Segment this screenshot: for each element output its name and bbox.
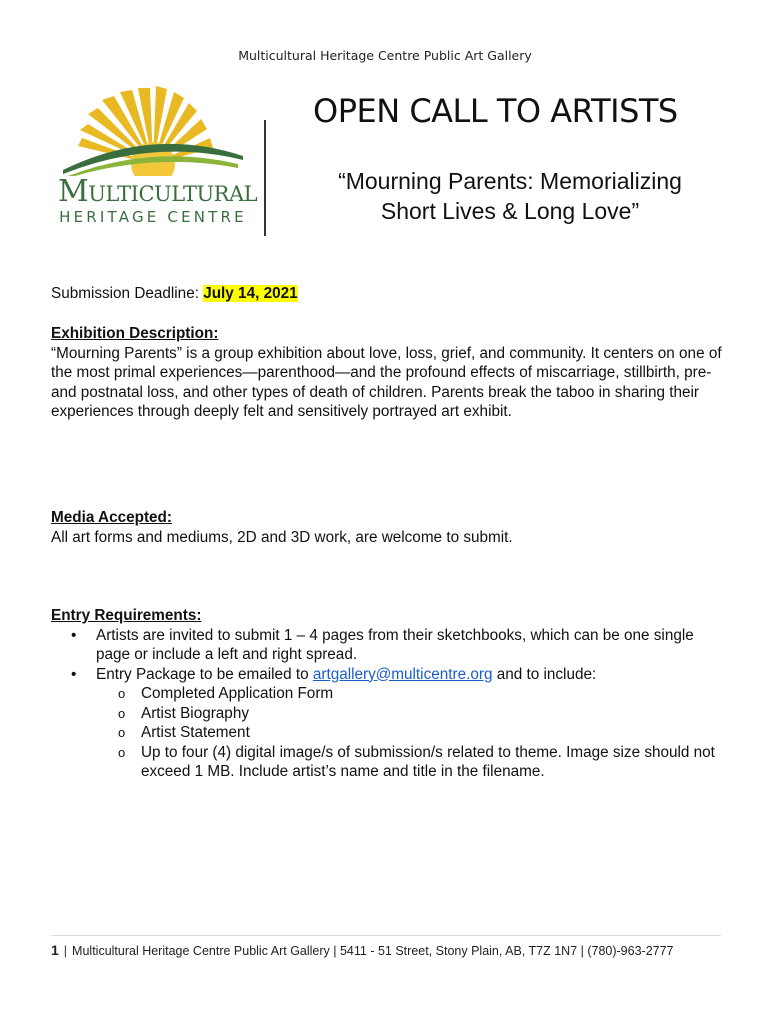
subtitle-line-2: Short Lives & Long Love”	[380, 198, 640, 224]
page-header: Multicultural Heritage Centre Public Art Gallery	[238, 48, 532, 63]
list-item	[96, 704, 731, 724]
subitem-text: Artist Biography	[141, 704, 249, 722]
list-item	[96, 723, 731, 743]
footer-separator: |	[63, 944, 68, 958]
logo	[58, 86, 258, 236]
entry-bullet-2-pre: Entry Package to be emailed to	[96, 665, 313, 683]
circle-bullet-icon: o	[118, 725, 126, 740]
circle-bullet-icon: o	[118, 744, 126, 760]
subitem-text: Up to four (4) digital image/s of submission/s related to theme. Image size should not exceed 1 MB. Include artist’s name and title in the filename.	[141, 743, 715, 780]
header-divider	[264, 120, 266, 236]
media-accepted	[51, 508, 731, 547]
entry-bullet-1: Artists are invited to submit 1 – 4 pages from their sketchbooks, which can be one single page or include a left and right spread.	[96, 626, 694, 663]
bullet-icon: •	[71, 665, 77, 683]
sun-logo-icon	[58, 86, 248, 176]
list-item	[96, 743, 731, 782]
list-item	[96, 684, 731, 704]
deadline-label: Submission Deadline:	[51, 285, 199, 302]
subtitle-line-1: “Mourning Parents: Memorializing	[338, 168, 682, 194]
entry-requirements	[51, 606, 731, 782]
footer-divider	[51, 935, 721, 936]
subitem-text: Artist Statement	[141, 724, 250, 741]
exhibition-text: “Mourning Parents” is a group exhibition about love, loss, grief, and community. It centers on one of the most primal experiences—parenthood—and the profound effects of miscarriage, stillbirth, pre- and postnatal loss, and other types of death of children. Parents break the taboo in sharing their experiences through deeply felt and sensitively portrayed art exhibit.	[51, 344, 722, 420]
circle-bullet-icon: o	[118, 705, 126, 721]
circle-bullet-icon: o	[118, 686, 126, 701]
list-item	[51, 626, 731, 665]
exhibition-subtitle	[300, 166, 720, 226]
logo-subtitle: HERITAGE CENTRE	[59, 208, 247, 226]
entry-heading: Entry Requirements:	[51, 607, 202, 624]
exhibition-description	[51, 324, 731, 422]
page-footer	[51, 942, 674, 958]
entry-list	[51, 626, 731, 782]
entry-bullet-2-post: and to include:	[492, 665, 597, 683]
logo-wordmark: Multicultural	[58, 174, 258, 209]
subitem-text: Completed Application Form	[141, 685, 334, 702]
entry-sublist	[96, 684, 731, 782]
list-item	[51, 665, 731, 782]
page-number: 1	[51, 942, 59, 958]
media-text: All art forms and mediums, 2D and 3D work, are welcome to submit.	[51, 528, 513, 546]
footer-text: Multicultural Heritage Centre Public Art Gallery | 5411 - 51 Street, Stony Plain, AB, T7Z 1N7 | (780)-963-2777	[72, 944, 674, 958]
bullet-icon: •	[71, 626, 77, 644]
email-link[interactable]: artgallery@multicentre.org	[312, 665, 493, 683]
exhibition-heading: Exhibition Description:	[51, 325, 219, 342]
media-heading: Media Accepted:	[51, 509, 172, 526]
submission-deadline	[51, 284, 298, 304]
deadline-date: July 14, 2021	[203, 285, 298, 302]
page-title: OPEN CALL TO ARTISTS	[313, 92, 678, 130]
